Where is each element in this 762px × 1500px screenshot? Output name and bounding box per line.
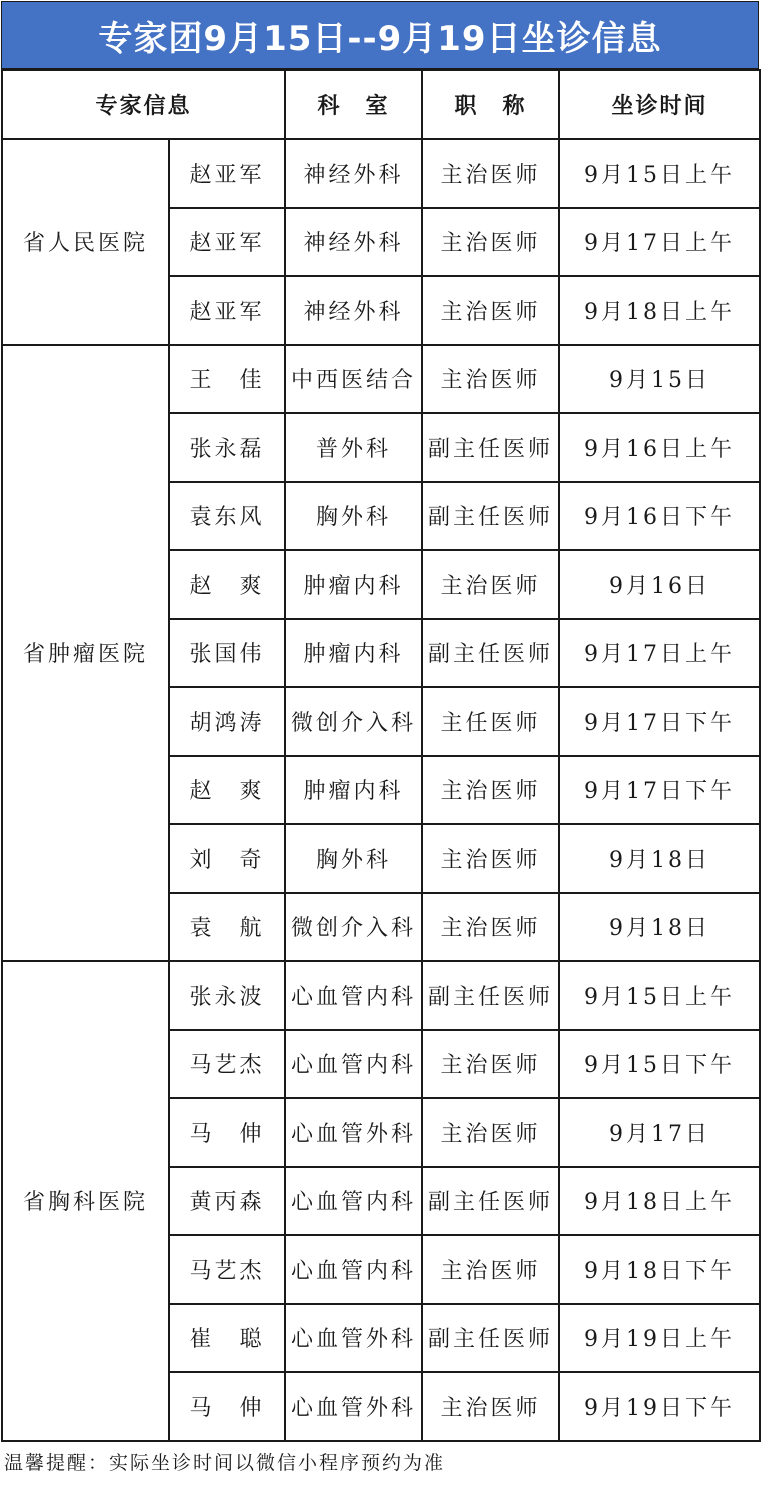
time-cell: 9月16日 bbox=[559, 550, 760, 619]
time-cell: 9月16日下午 bbox=[559, 482, 760, 551]
header-time: 坐诊时间 bbox=[559, 70, 760, 139]
expert-name-cell: 张国伟 bbox=[169, 619, 285, 688]
expert-name-cell: 马艺杰 bbox=[169, 1235, 285, 1304]
department-cell: 心血管内科 bbox=[285, 1235, 422, 1304]
time-cell: 9月17日下午 bbox=[559, 756, 760, 825]
expert-name-cell: 赵亚军 bbox=[169, 276, 285, 345]
time-cell: 9月18日上午 bbox=[559, 1167, 760, 1236]
title-cell: 副主任医师 bbox=[422, 413, 559, 482]
department-cell: 心血管外科 bbox=[285, 1372, 422, 1441]
page-title: 专家团9月15日--9月19日坐诊信息 bbox=[1, 1, 759, 69]
expert-name-cell: 赵亚军 bbox=[169, 208, 285, 277]
expert-name-cell: 张永磊 bbox=[169, 413, 285, 482]
title-cell: 副主任医师 bbox=[422, 961, 559, 1030]
table-row bbox=[2, 345, 760, 414]
time-cell: 9月15日上午 bbox=[559, 961, 760, 1030]
time-cell: 9月17日 bbox=[559, 1098, 760, 1167]
title-cell: 主治医师 bbox=[422, 893, 559, 962]
footer-note: 温馨提醒：实际坐诊时间以微信小程序预约为准 bbox=[4, 1452, 446, 1474]
title-cell: 副主任医师 bbox=[422, 619, 559, 688]
department-cell: 胸外科 bbox=[285, 482, 422, 551]
table-body bbox=[2, 139, 760, 1441]
department-cell: 微创介入科 bbox=[285, 893, 422, 962]
department-cell: 普外科 bbox=[285, 413, 422, 482]
department-cell: 肿瘤内科 bbox=[285, 619, 422, 688]
department-cell: 肿瘤内科 bbox=[285, 550, 422, 619]
expert-name-cell: 张永波 bbox=[169, 961, 285, 1030]
department-cell: 神经外科 bbox=[285, 276, 422, 345]
time-cell: 9月16日上午 bbox=[559, 413, 760, 482]
header-title: 职 称 bbox=[422, 70, 559, 139]
title-cell: 主治医师 bbox=[422, 276, 559, 345]
expert-name-cell: 刘 奇 bbox=[169, 824, 285, 893]
header-department: 科 室 bbox=[285, 70, 422, 139]
department-cell: 微创介入科 bbox=[285, 687, 422, 756]
schedule-table bbox=[1, 69, 761, 1442]
department-cell: 心血管外科 bbox=[285, 1098, 422, 1167]
header-expert-info: 专家信息 bbox=[2, 70, 285, 139]
expert-name-cell: 黄丙森 bbox=[169, 1167, 285, 1236]
title-cell: 副主任医师 bbox=[422, 1304, 559, 1373]
department-cell: 中西医结合 bbox=[285, 345, 422, 414]
title-cell: 主治医师 bbox=[422, 1372, 559, 1441]
title-cell: 主治医师 bbox=[422, 550, 559, 619]
title-cell: 主治医师 bbox=[422, 756, 559, 825]
department-cell: 心血管内科 bbox=[285, 1167, 422, 1236]
table-row bbox=[2, 139, 760, 208]
time-cell: 9月18日下午 bbox=[559, 1235, 760, 1304]
department-cell: 心血管外科 bbox=[285, 1304, 422, 1373]
department-cell: 胸外科 bbox=[285, 824, 422, 893]
time-cell: 9月18日 bbox=[559, 824, 760, 893]
title-cell: 主治医师 bbox=[422, 208, 559, 277]
expert-name-cell: 崔 聪 bbox=[169, 1304, 285, 1373]
expert-name-cell: 赵 爽 bbox=[169, 550, 285, 619]
expert-name-cell: 胡鸿涛 bbox=[169, 687, 285, 756]
time-cell: 9月18日上午 bbox=[559, 276, 760, 345]
title-cell: 主治医师 bbox=[422, 1235, 559, 1304]
time-cell: 9月17日下午 bbox=[559, 687, 760, 756]
title-cell: 主治医师 bbox=[422, 824, 559, 893]
expert-name-cell: 赵亚军 bbox=[169, 139, 285, 208]
hospital-cell: 省肿瘤医院 bbox=[2, 345, 169, 962]
time-cell: 9月17日上午 bbox=[559, 619, 760, 688]
expert-name-cell: 王 佳 bbox=[169, 345, 285, 414]
expert-name-cell: 马艺杰 bbox=[169, 1030, 285, 1099]
title-cell: 副主任医师 bbox=[422, 1167, 559, 1236]
time-cell: 9月15日下午 bbox=[559, 1030, 760, 1099]
header-row bbox=[2, 70, 760, 139]
title-cell: 主治医师 bbox=[422, 139, 559, 208]
time-cell: 9月15日 bbox=[559, 345, 760, 414]
title-cell: 主任医师 bbox=[422, 687, 559, 756]
expert-name-cell: 马 伸 bbox=[169, 1098, 285, 1167]
title-cell: 主治医师 bbox=[422, 1030, 559, 1099]
hospital-cell: 省人民医院 bbox=[2, 139, 169, 345]
title-cell: 副主任医师 bbox=[422, 482, 559, 551]
title-cell: 主治医师 bbox=[422, 345, 559, 414]
hospital-cell: 省胸科医院 bbox=[2, 961, 169, 1441]
time-cell: 9月19日上午 bbox=[559, 1304, 760, 1373]
department-cell: 神经外科 bbox=[285, 208, 422, 277]
department-cell: 心血管内科 bbox=[285, 1030, 422, 1099]
table-row bbox=[2, 961, 760, 1030]
title-cell: 主治医师 bbox=[422, 1098, 559, 1167]
expert-name-cell: 马 伸 bbox=[169, 1372, 285, 1441]
department-cell: 心血管内科 bbox=[285, 961, 422, 1030]
expert-name-cell: 赵 爽 bbox=[169, 756, 285, 825]
expert-name-cell: 袁 航 bbox=[169, 893, 285, 962]
time-cell: 9月17日上午 bbox=[559, 208, 760, 277]
expert-name-cell: 袁东风 bbox=[169, 482, 285, 551]
time-cell: 9月18日 bbox=[559, 893, 760, 962]
time-cell: 9月15日上午 bbox=[559, 139, 760, 208]
department-cell: 肿瘤内科 bbox=[285, 756, 422, 825]
department-cell: 神经外科 bbox=[285, 139, 422, 208]
time-cell: 9月19日下午 bbox=[559, 1372, 760, 1441]
